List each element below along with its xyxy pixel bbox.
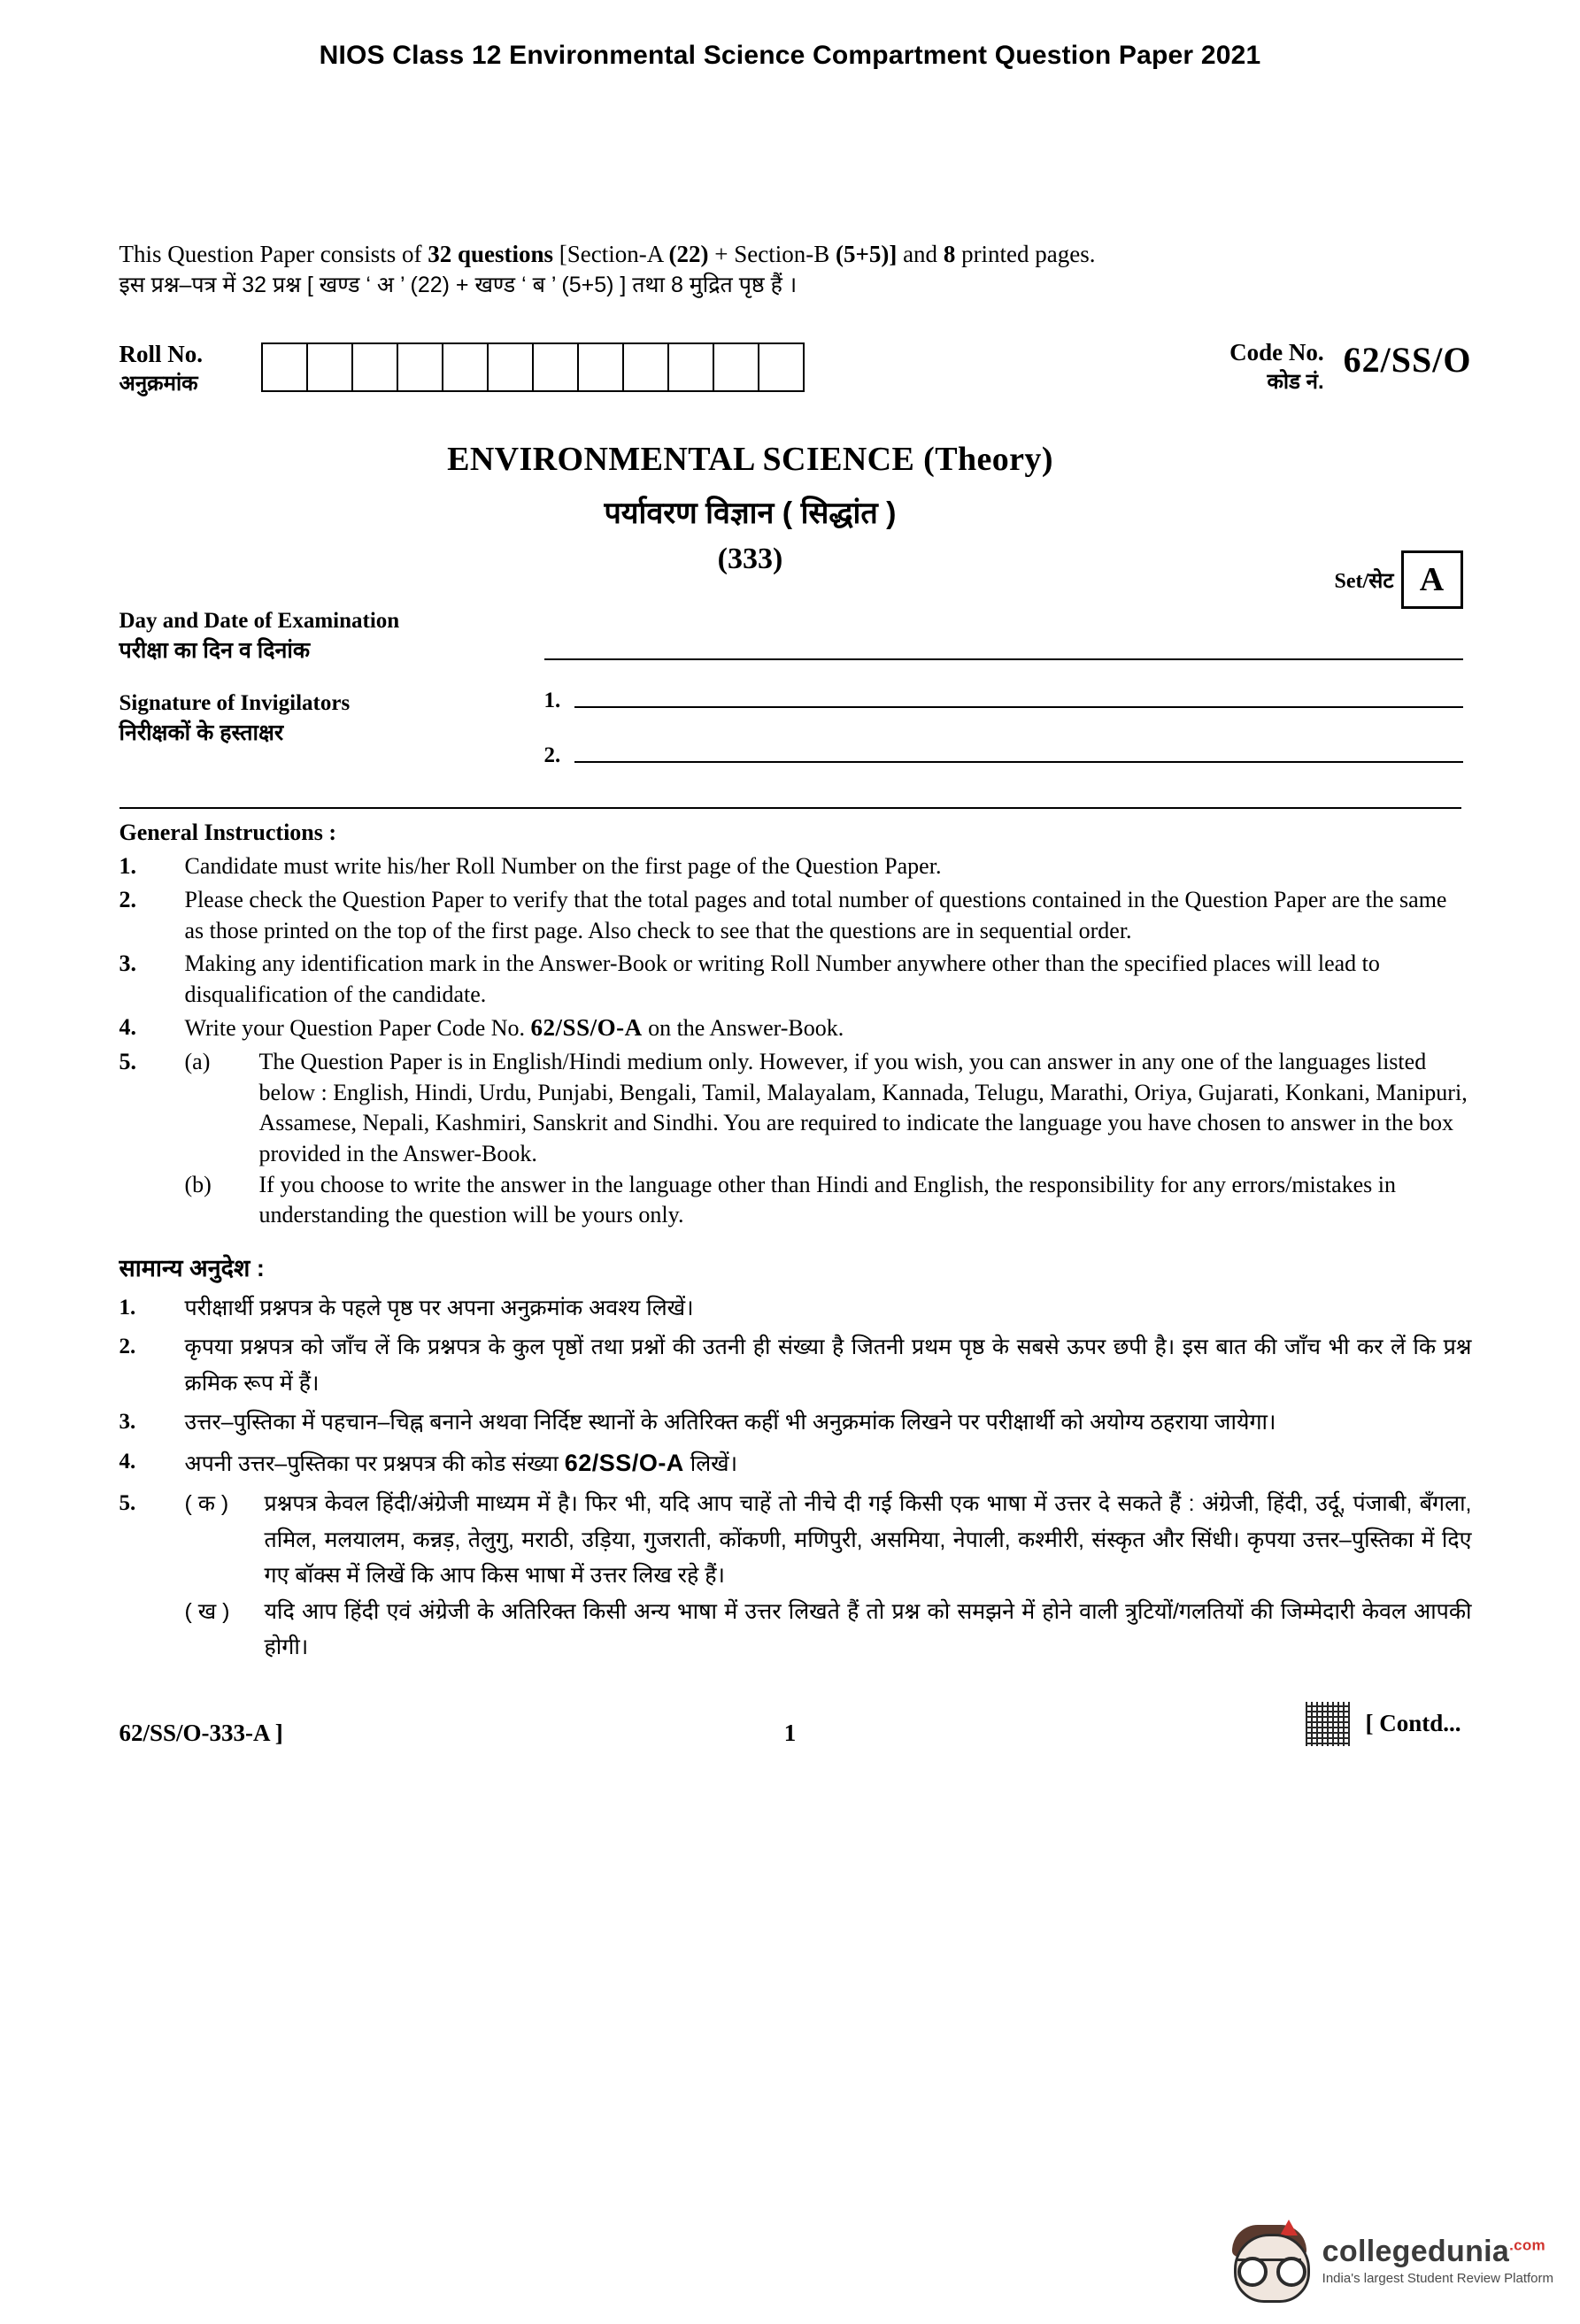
instruction-text — [185, 1012, 1472, 1044]
instruction-subitem — [185, 1047, 1472, 1169]
instruction-text: Candidate must write his/her Roll Number on the first page of the Question Paper. — [184, 853, 942, 880]
instruction-number: 5. — [119, 1049, 136, 1075]
signature-number-1: 1. — [543, 689, 561, 713]
exam-date-label-en: Day and Date of Examination — [119, 608, 400, 633]
signature-row-1 — [544, 689, 1472, 713]
instruction-subitems — [185, 1047, 1472, 1230]
composition-hindi: इस प्रश्न–पत्र में 32 प्रश्न [ खण्ड ‘ अ ’ (22) + खण्ड ‘ ब ’ (5+5) ] तथा 8 मुद्रित पृष्ठ हैं । — [119, 272, 798, 297]
instruction-item — [119, 885, 1472, 946]
composition-text-5: printed pages. — [955, 241, 1096, 267]
roll-number-cell[interactable] — [713, 342, 759, 392]
divider — [119, 807, 1461, 809]
exam-date-field[interactable] — [544, 658, 1463, 660]
roll-number-label-hi: अनुक्रमांक — [119, 371, 198, 396]
hindi-instruction-subitem — [185, 1594, 1472, 1666]
subitem-text: If you choose to write the answer in the language other than Hindi and English, the responsibility for any errors/mistakes in understanding the question will be yours only. — [258, 1171, 1397, 1228]
hindi-instruction-item — [119, 1444, 1472, 1483]
code-number-label-hi: कोड नं. — [1267, 369, 1324, 394]
instruction-subitem — [185, 1170, 1472, 1231]
invigilator-signature-block — [119, 689, 1472, 798]
roll-number-cell[interactable] — [758, 342, 805, 392]
roll-number-label-en: Roll No. — [119, 340, 203, 367]
composition-questions-count: 32 questions — [428, 241, 554, 267]
brand-name — [1322, 2235, 1553, 2269]
hindi-subitem-label: ( क ) — [184, 1491, 229, 1517]
instruction-number: 2. — [119, 886, 136, 912]
hindi-instruction-text-before: अपनी उत्तर–पुस्तिका पर प्रश्नपत्र की कोड संख्या — [184, 1451, 565, 1476]
instruction-code-value: 62/SS/O-A — [530, 1014, 643, 1042]
composition-english — [119, 239, 1472, 271]
code-number-value: 62/SS/O — [1343, 339, 1472, 380]
roll-number-cell[interactable] — [306, 342, 353, 392]
instruction-item — [119, 949, 1472, 1010]
mascot-cap — [1280, 2220, 1298, 2236]
code-number-label-en: Code No. — [1229, 338, 1324, 366]
roll-number-cell[interactable] — [261, 342, 308, 392]
brand-tagline: India's largest Student Review Platform — [1322, 2271, 1553, 2286]
set-label: Set/सेट — [1334, 569, 1394, 593]
set-value: A — [1401, 550, 1463, 609]
roll-number-cell[interactable] — [397, 342, 443, 392]
code-number-block — [1229, 334, 1471, 396]
hindi-instruction-item — [119, 1486, 1472, 1666]
roll-number-row — [119, 334, 1472, 397]
composition-section-a-count: (22) — [668, 241, 709, 267]
hindi-instruction-text: परीक्षार्थी प्रश्नपत्र के पहले पृष्ठ पर अपना अनुक्रमांक अवश्य लिखें। — [184, 1295, 694, 1320]
exam-date-label — [119, 606, 544, 666]
hindi-subitem-text: प्रश्नपत्र केवल हिंदी/अंग्रेजी माध्यम में है। फिर भी, यदि आप चाहें तो नीचे दी गई किसी एक भाषा में उत्तर दे सकते हैं : अंग्रेजी, हिंदी, उर्दू, पंजाबी, बँगला, तमिल, मलयालम, कन्नड़, तेलुगु, मराठी, उड़िया, गुजराती, कोंकणी, मणिपुरी, असमिया, नेपाली, कश्मीरी, संस्कृत और सिंधी। कृपया उत्तर–पुस्तिका में दिए गए बॉक्स में लिखें कि आप किस भाषा में उत्तर लिख रहे हैं। — [264, 1491, 1472, 1589]
hindi-instructions-list — [119, 1290, 1472, 1666]
invigilator-signature-label-en: Signature of Invigilators — [119, 691, 351, 716]
paper-composition — [119, 239, 1472, 300]
roll-number-cell[interactable] — [622, 342, 669, 392]
roll-number-cell[interactable] — [351, 342, 398, 392]
instruction-number: 1. — [119, 853, 136, 880]
hindi-instruction-code-value: 62/SS/O-A — [564, 1449, 684, 1476]
page-footer — [119, 1701, 1461, 1747]
general-instructions-list — [119, 851, 1472, 1230]
exam-date-row — [119, 606, 1472, 666]
instruction-item — [119, 851, 1472, 882]
collegedunia-text — [1322, 2235, 1553, 2286]
roll-number-cell[interactable] — [487, 342, 534, 392]
hindi-instruction-text — [185, 1444, 1472, 1483]
footer-right — [1018, 1701, 1461, 1747]
instruction-text-after: on the Answer-Book. — [642, 1015, 844, 1042]
instruction-text: Please check the Question Paper to verify that the total pages and total number of questions contained in the Question Paper are the same as those printed on the top of the first page. Also check to see that the questions are in sequential order. — [184, 886, 1447, 943]
roll-number-input[interactable] — [261, 342, 803, 392]
roll-number-cell[interactable] — [532, 342, 579, 392]
signature-field-1[interactable] — [574, 705, 1463, 708]
invigilator-signature-label-hi: निरीक्षकों के हस्ताक्षर — [119, 720, 284, 746]
hindi-instruction-text: कृपया प्रश्नपत्र को जाँच लें कि प्रश्नपत्र के कुल पृष्ठों तथा प्रश्नों की उतनी ही संख्या है जितनी प्रथम पृष्ठ के सबसे ऊपर छपी है। इस बात की जाँच भी कर लें कि प्रश्न क्रमिक रूप में हैं। — [184, 1335, 1472, 1396]
set-indicator — [1335, 550, 1463, 609]
brand-domain-suffix: .com — [1509, 2236, 1545, 2254]
hindi-instruction-subitem — [185, 1486, 1472, 1594]
exam-date-label-hi: परीक्षा का दिन व दिनांक — [119, 637, 311, 663]
composition-text-3: + Section-B — [708, 241, 836, 267]
composition-text-4: and — [897, 241, 944, 267]
signature-field-2[interactable] — [574, 760, 1463, 763]
hindi-instruction-number: 5. — [119, 1491, 136, 1516]
instruction-number: 4. — [119, 1014, 136, 1041]
brand-name-text: collegedunia — [1322, 2235, 1510, 2268]
invigilator-signature-label — [119, 689, 544, 798]
hindi-instruction-text-after: लिखें। — [683, 1451, 738, 1476]
hindi-instruction-number: 2. — [119, 1335, 136, 1359]
invigilator-signature-fields — [544, 689, 1472, 798]
hindi-instruction-item — [119, 1329, 1472, 1401]
paper-sheet — [109, 71, 1472, 1747]
hindi-instruction-subitems — [185, 1486, 1472, 1666]
signature-row-2 — [544, 743, 1472, 768]
composition-text-2: [Section-A — [553, 241, 669, 267]
roll-number-cell[interactable] — [577, 342, 624, 392]
composition-text-1: This Question Paper consists of — [119, 241, 428, 267]
hindi-subitem-text: यदि आप हिंदी एवं अंग्रेजी के अतिरिक्त किसी अन्य भाषा में उत्तर लिखते हैं तो प्रश्न को समझने में होने वाली त्रुटियों/गलतियों की जिम्मेदारी केवल आपकी होगी। — [264, 1598, 1472, 1660]
hindi-instruction-number: 1. — [119, 1295, 136, 1320]
subitem-text: The Question Paper is in English/Hindi medium only. However, if you wish, you can answer in any one of the languages listed below : English, Hindi, Urdu, Punjabi, Bengali, Tamil, Malayalam, Kannada, Telugu, Marathi, Oriya, Gujarati, Konkani, Manipuri, Assamese, Nepali, Kashmiri, Sanskrit and Sindhi. You are required to indicate the language you have chosen to answer in the box provided in the Answer-Book. — [258, 1049, 1468, 1166]
instruction-text-before: Write your Question Paper Code No. — [184, 1015, 531, 1042]
mascot-lens-right — [1276, 2257, 1306, 2287]
subitem-label: (b) — [184, 1171, 212, 1197]
page-title: NIOS Class 12 Environmental Science Compartment Question Paper 2021 — [319, 41, 1261, 70]
subject-title-hi: पर्यावरण विज्ञान ( सिद्धांत ) — [604, 496, 897, 530]
composition-pages-count: 8 — [943, 241, 956, 267]
footer-paper-code: 62/SS/O-333-A ] — [119, 1719, 283, 1746]
instruction-item — [119, 1047, 1472, 1230]
general-instructions-heading: General Instructions : — [119, 820, 337, 846]
hindi-instruction-number: 4. — [119, 1449, 136, 1474]
footer-continued-label: [ Contd... — [1365, 1710, 1461, 1737]
roll-number-cell[interactable] — [442, 342, 489, 392]
hindi-instruction-number: 3. — [119, 1410, 136, 1435]
instruction-text: Making any identification mark in the Answer-Book or writing Roll Number anywhere other than the specified places will lead to disqualification of the candidate. — [184, 950, 1380, 1007]
instruction-item — [119, 1012, 1472, 1044]
hindi-instructions-heading: सामान्य अनुदेश : — [119, 1254, 265, 1281]
instruction-number: 3. — [119, 950, 136, 977]
qr-code-icon — [1305, 1701, 1351, 1747]
roll-number-cell[interactable] — [667, 342, 714, 392]
mascot-lens-left — [1237, 2257, 1268, 2287]
composition-section-b-count: (5+5)] — [835, 241, 898, 267]
roll-number-label — [119, 334, 261, 397]
footer-page-number: 1 — [783, 1719, 797, 1746]
hindi-instruction-item — [119, 1404, 1472, 1441]
hindi-subitem-label: ( ख ) — [184, 1598, 230, 1624]
collegedunia-watermark — [1229, 2220, 1553, 2301]
subject-title-en: ENVIRONMENTAL SCIENCE (Theory) — [447, 440, 1053, 478]
hindi-instruction-text: उत्तर–पुस्तिका में पहचान–चिह्न बनाने अथवा निर्दिष्ट स्थानों के अतिरिक्त कहीं भी अनुक्रमांक लिखने पर परीक्षार्थी को अयोग्य ठहराया जायेगा। — [184, 1410, 1276, 1435]
code-number-label — [1229, 337, 1324, 396]
hindi-instruction-item — [119, 1290, 1472, 1327]
subject-code: (333) — [717, 542, 783, 575]
signature-number-2: 2. — [543, 743, 561, 768]
collegedunia-mascot-icon — [1229, 2220, 1310, 2301]
subitem-label: (a) — [184, 1049, 211, 1075]
